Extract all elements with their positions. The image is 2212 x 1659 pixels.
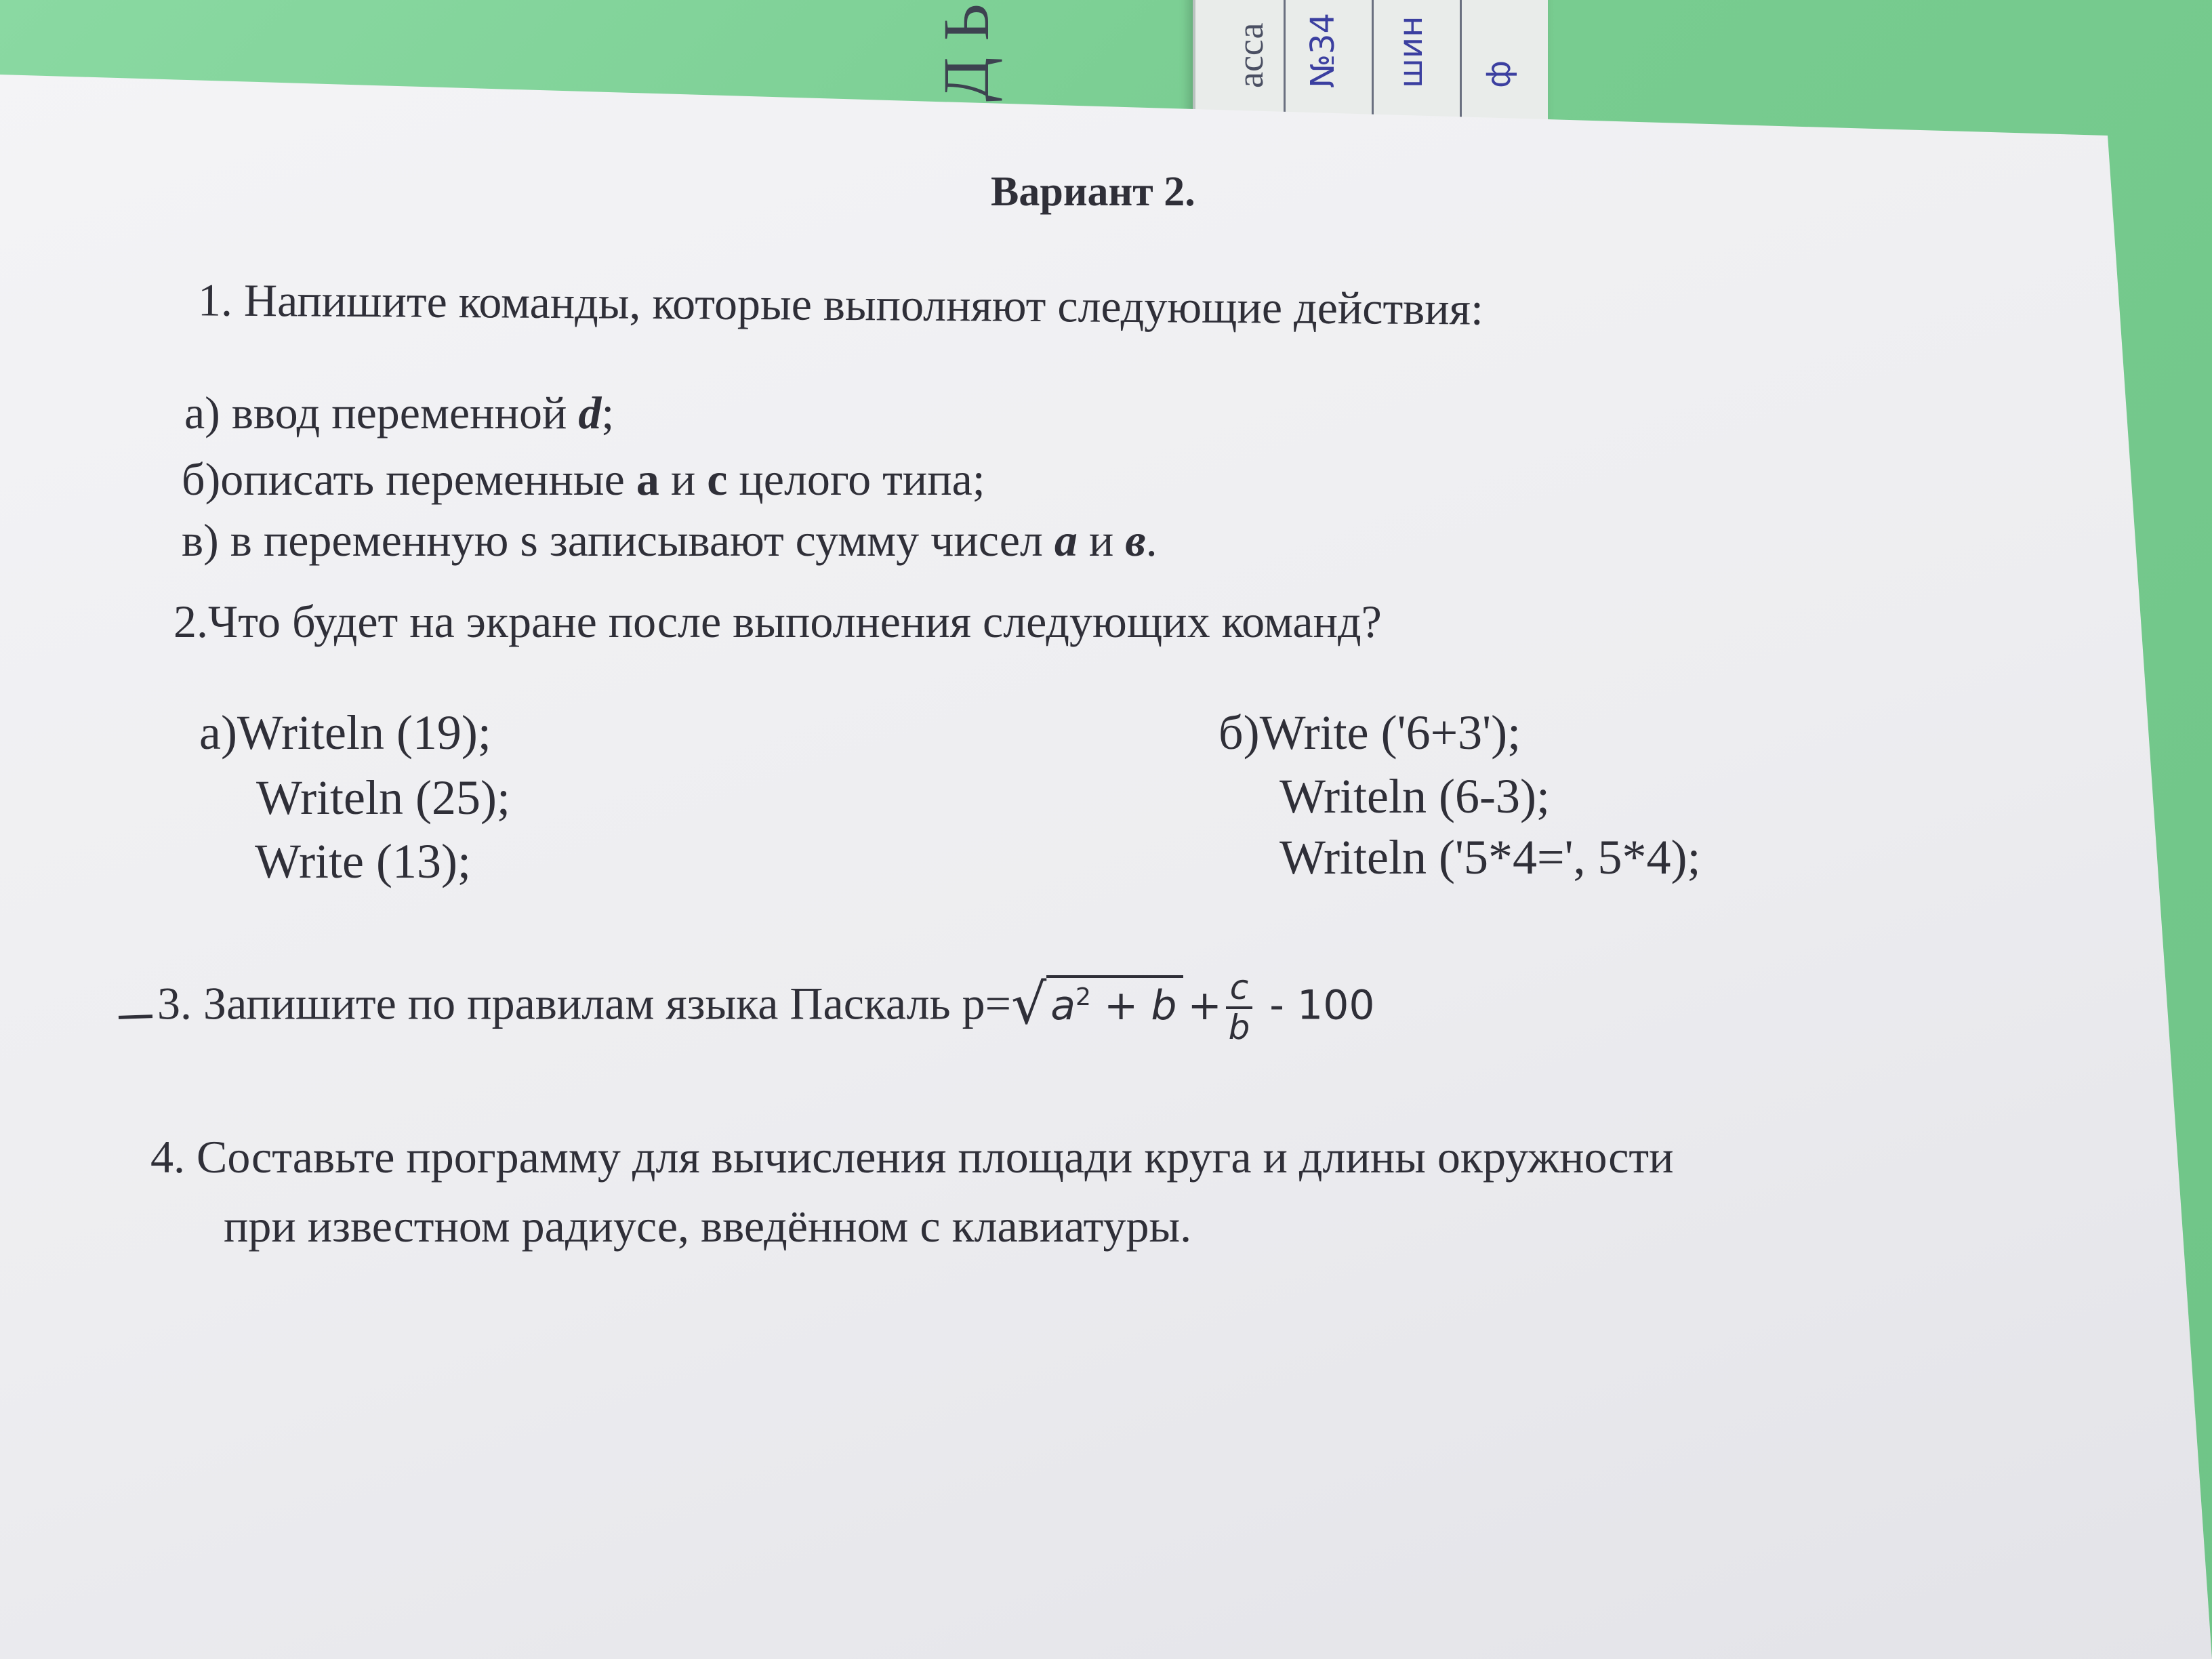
sheet-printed-text: асса xyxy=(1230,22,1271,88)
task1-b-var2: с xyxy=(707,453,728,505)
task2-b-line3: Writeln ('5*4=', 5*4); xyxy=(1279,830,1701,884)
sheet-handwriting: ф xyxy=(1480,60,1518,88)
sheet-handwriting: №34 xyxy=(1304,13,1342,88)
pen-mark xyxy=(119,1015,152,1019)
task1-b-prefix: б)описать переменные xyxy=(182,453,636,505)
task1-item-b xyxy=(182,453,985,506)
fraction-numerator: c xyxy=(1226,969,1253,1009)
task4-line2: при известном радиусе, введённом с клавиатуры. xyxy=(224,1200,1192,1252)
task1-item-c xyxy=(182,514,1158,567)
task2-a-line1: а)Writeln (19); xyxy=(199,705,491,760)
formula-tail: - 100 xyxy=(1256,981,1375,1029)
variant-title: Вариант 2. xyxy=(991,169,1195,215)
radicand-exponent: 2 xyxy=(1076,983,1091,1011)
formula-radicand xyxy=(1046,975,1183,1029)
task1-c-prefix: в) в переменную s записывают сумму чисел xyxy=(182,514,1054,566)
task3-formula xyxy=(1011,969,1375,1046)
formula-fraction xyxy=(1226,969,1253,1046)
task1-a-var: d xyxy=(578,387,602,438)
task1-c-var2: в xyxy=(1125,514,1146,566)
task1-heading: 1. Напишите команды, которые выполняют следующие действия: xyxy=(197,274,1484,335)
background-letters: Д Ь xyxy=(930,3,1002,102)
radicand-rest: + b xyxy=(1090,981,1177,1029)
fraction-denominator: b xyxy=(1228,1008,1250,1047)
sheet-handwriting: шин xyxy=(1392,16,1430,88)
task1-c-suffix: . xyxy=(1145,514,1158,566)
task2-heading: 2.Что будет на экране после выполнения следующих команд? xyxy=(173,596,1382,647)
task1-c-mid: и xyxy=(1077,514,1126,566)
task3-heading: 3. Запишите по правилам языка Паскаль p= xyxy=(157,977,1011,1029)
task1-item-a xyxy=(184,386,614,440)
task2-b-line1: б)Write ('6+3'); xyxy=(1218,705,1521,760)
radicand-var: a xyxy=(1050,981,1076,1029)
task2-a-line2: Writeln (25); xyxy=(256,771,510,825)
task1-a-suffix: ; xyxy=(601,387,615,438)
task3-line xyxy=(157,969,1375,1046)
task1-a-prefix: а) ввод переменной xyxy=(184,387,579,438)
task1-b-suffix: целого типа; xyxy=(727,453,985,505)
task1-c-var1: а xyxy=(1054,514,1078,566)
task1-b-var1: а xyxy=(636,453,659,505)
task4-line1: 4. Составьте программу для вычисления площади круга и длины окружности xyxy=(150,1131,1674,1183)
sqrt-icon: √ xyxy=(1010,972,1047,1037)
task2-b-line2: Writeln (6-3); xyxy=(1279,769,1550,823)
formula-plus: + xyxy=(1187,981,1222,1029)
task2-a-line3: Write (13); xyxy=(255,834,471,888)
task1-b-mid: и xyxy=(659,453,708,505)
